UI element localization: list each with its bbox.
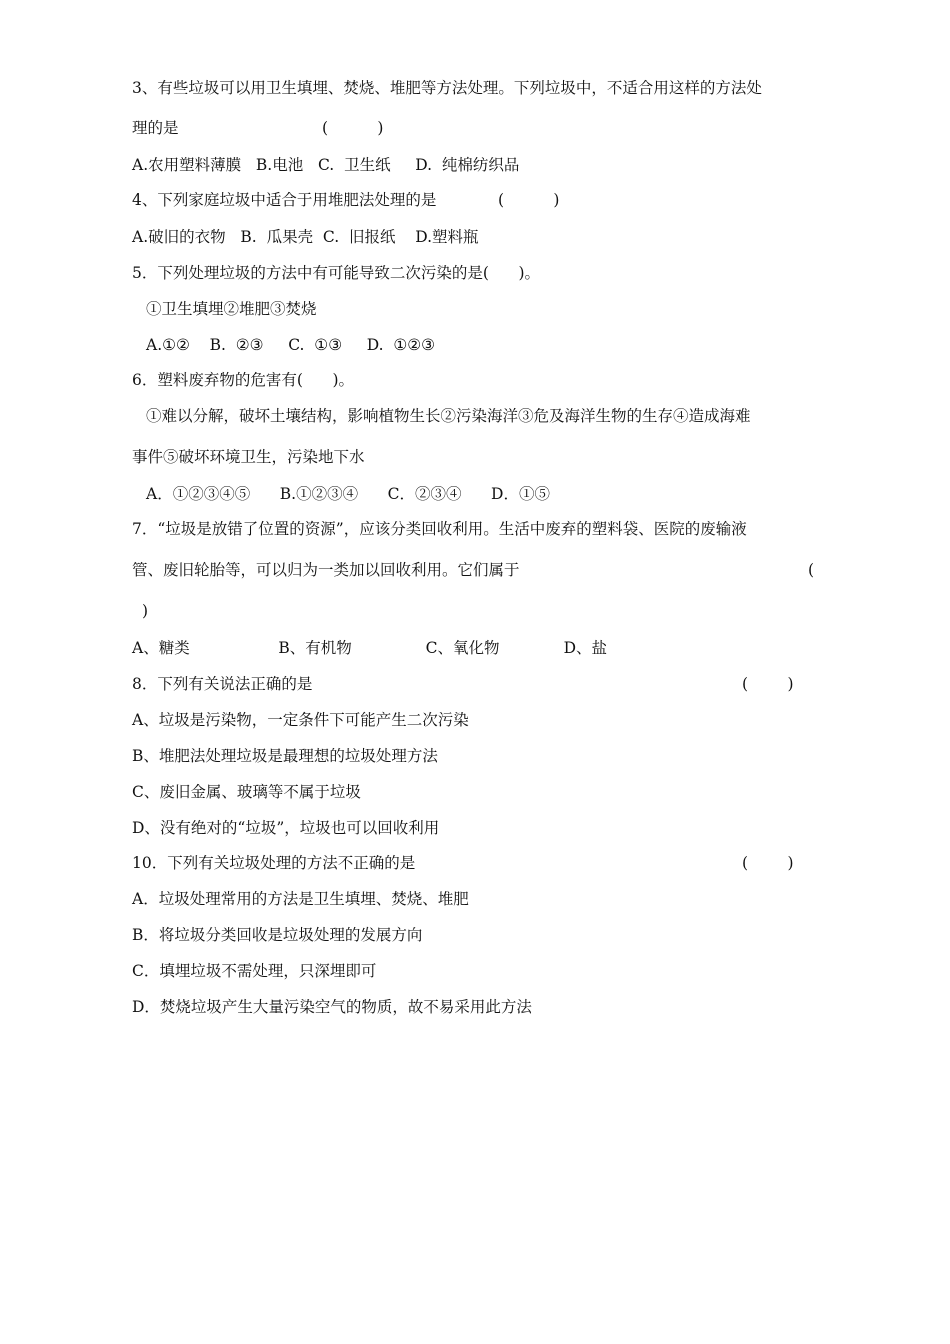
question-10-option-c: C．填埋垃圾不需处理，只深埋即可	[132, 962, 377, 980]
question-6-items-line2: 事件⑤破坏环境卫生，污染地下水	[132, 448, 365, 466]
question-7-paren-open: (	[808, 561, 815, 579]
question-6-options: A．①②③④⑤ B.①②③④ C．②③④ D．①⑤	[146, 485, 550, 503]
question-10-answer-paren: ( )	[742, 854, 794, 872]
question-8-stem: 8．下列有关说法正确的是	[132, 675, 313, 693]
question-10-option-b: B．将垃圾分类回收是垃圾处理的发展方向	[132, 926, 423, 944]
question-10-stem: 10．下列有关垃圾处理的方法不正确的是	[132, 854, 416, 872]
question-5-options: A.①② B. ②③ C. ①③ D. ①②③	[146, 336, 436, 354]
question-5-stem: 5．下列处理垃圾的方法中有可能导致二次污染的是( )。	[132, 264, 541, 282]
question-10-option-d: D．焚烧垃圾产生大量污染空气的物质，故不易采用此方法	[132, 998, 532, 1016]
question-6-items-line1: ①难以分解，破坏土壤结构，影响植物生长②污染海洋③危及海洋生物的生存④造成海难	[146, 407, 751, 425]
question-6-stem: 6．塑料废弃物的危害有( )。	[132, 371, 355, 389]
question-7-stem-line1: 7．“垃圾是放错了位置的资源”，应该分类回收利用。生活中废弃的塑料袋、医院的废输液	[132, 520, 747, 538]
question-4-options: A.破旧的衣物 B. 瓜果壳 C. 旧报纸 D.塑料瓶	[132, 228, 479, 246]
question-7-stem-line2: 管、废旧轮胎等，可以归为一类加以回收利用。它们属于	[132, 561, 520, 579]
question-4-answer-paren: ( )	[498, 191, 560, 209]
question-3-answer-paren: ( )	[322, 119, 384, 137]
question-8-answer-paren: ( )	[742, 675, 794, 693]
question-8-option-c: C、废旧金属、玻璃等不属于垃圾	[132, 783, 361, 801]
question-3-stem-line1: 3、有些垃圾可以用卫生填埋、焚烧、堆肥等方法处理。下列垃圾中，不适合用这样的方法处	[132, 79, 762, 97]
question-7-options: A、糖类 B、有机物 C、氧化物 D、盐	[132, 639, 608, 657]
question-8-option-b: B、堆肥法处理垃圾是最理想的垃圾处理方法	[132, 747, 438, 765]
question-7-paren-close: )	[142, 602, 149, 620]
question-5-items: ①卫生填埋②堆肥③焚烧	[146, 300, 317, 318]
question-10-option-a: A．垃圾处理常用的方法是卫生填埋、焚烧、堆肥	[132, 890, 469, 908]
question-3-stem-line2: 理的是	[132, 119, 179, 137]
question-8-option-a: A、垃圾是污染物，一定条件下可能产生二次污染	[132, 711, 469, 729]
question-3-options: A.农用塑料薄膜 B.电池 C. 卫生纸 D. 纯棉纺织品	[132, 156, 520, 174]
question-4-stem: 4、下列家庭垃圾中适合于用堆肥法处理的是	[132, 191, 437, 209]
question-8-option-d: D、没有绝对的“垃圾”，垃圾也可以回收利用	[132, 819, 440, 837]
